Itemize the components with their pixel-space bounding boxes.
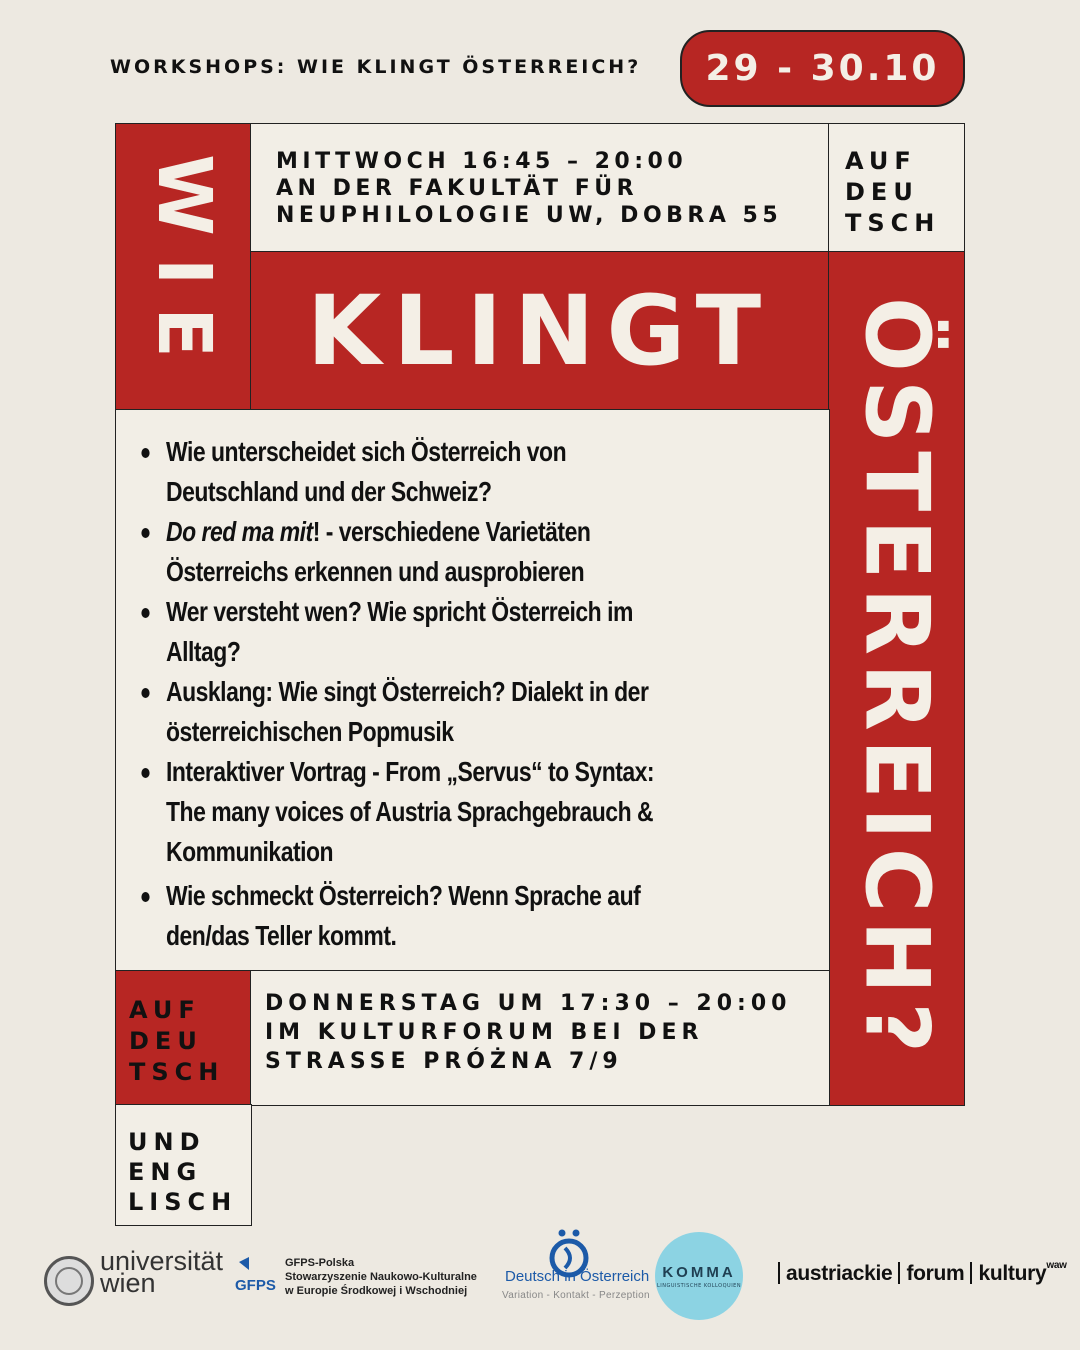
deutsch-in-oesterreich-logo: Deutsch in Österreich: [505, 1268, 650, 1285]
language-line: TSCH: [845, 209, 941, 237]
logo-divider: [898, 1262, 900, 1284]
list-item: Do red ma mit! - verschiedene Varietäten Österreichs erkennen und ausprobieren: [166, 512, 756, 592]
wednesday-time: MITTWOCH 16:45 – 20:00: [276, 149, 688, 174]
bullet-icon: [141, 448, 149, 458]
language-line: ENG: [128, 1158, 203, 1186]
austrian-cultural-forum-logo: austriackie forum kultury$^{waw}$: [772, 1260, 1067, 1286]
komma-logo-text: KOMMA: [662, 1263, 736, 1281]
thursday-location-line2: STRASSE PRÓŻNA 7/9: [265, 1049, 623, 1074]
thursday-time: DONNERSTAG UM 17:30 – 20:00: [265, 991, 792, 1016]
headline-oesterreich-panel: [828, 251, 965, 1106]
komma-logo: [655, 1232, 743, 1320]
bullet-icon: [141, 892, 149, 902]
language-line: AUF: [845, 147, 917, 175]
university-of-vienna-logo: universität wien: [100, 1246, 224, 1298]
gfps-mark-text: GFPS: [235, 1277, 276, 1294]
language-line: DEU: [845, 178, 919, 206]
language-line: LISCH: [128, 1188, 238, 1216]
headline-wie: WIE: [140, 154, 227, 380]
thursday-location-line1: IM KULTURFORUM BEI DER: [265, 1020, 704, 1045]
page-title: WORKSHOPS: WIE KLINGT ÖSTERREICH?: [110, 56, 642, 78]
bullet-icon: [141, 608, 149, 618]
headline-wie-panel: [115, 123, 252, 411]
headline-oesterreich: ÖSTERREICH?: [845, 296, 948, 1061]
language-line: AUF: [129, 996, 201, 1024]
bullet-icon: [141, 688, 149, 698]
university-seal-icon: [44, 1256, 94, 1306]
gfps-triangle: [239, 1257, 249, 1270]
wednesday-location-line1: AN DER FAKULTÄT FÜR: [276, 176, 639, 201]
wednesday-language-label: [828, 123, 965, 253]
list-item: Wie unterscheidet sich Österreich von Deutschland und der Schweiz?: [166, 432, 756, 512]
komma-logo-subtext: LINGUISTISCHE KOLLOQUIEN: [656, 1282, 742, 1289]
wednesday-session-info: [250, 123, 830, 253]
list-item: Ausklang: Wie singt Österreich? Dialekt in der österreichischen Popmusik: [166, 672, 756, 752]
language-line: DEU: [129, 1027, 203, 1055]
partner-logos: [40, 1228, 1067, 1328]
wednesday-location-line2: NEUPHILOLOGIE UW, DOBRA 55: [276, 203, 783, 228]
list-item: Wie schmeckt Österreich? Wenn Sprache auf den/das Teller kommt.: [166, 876, 756, 956]
bullet-icon: [141, 768, 149, 778]
gfps-logo-text: GFPS-Polska Stowarzyszenie Naukowo-Kulturalne w Europie Środkowej i Wschodniej: [285, 1257, 477, 1297]
topics-list: [166, 432, 809, 956]
list-item: Wer versteht wen? Wie spricht Österreich im Alltag?: [166, 592, 756, 672]
bullet-icon: [141, 528, 149, 538]
topics-panel: [115, 409, 830, 972]
list-item: Interaktiver Vortrag - From „Servus“ to Syntax: The many voices of Austria Sprachgebrauch & Kommunikation: [166, 752, 756, 872]
deutsch-in-oesterreich-tagline: Variation - Kontakt - Perzeption: [502, 1290, 650, 1301]
thursday-language-label: [115, 970, 252, 1106]
headline-klingt: KLINGT: [306, 275, 774, 387]
thursday-session-info: [250, 970, 830, 1106]
logo-divider: [970, 1262, 972, 1284]
language-line: UND: [128, 1128, 206, 1156]
date-badge: 29 - 30.10: [680, 30, 965, 107]
headline-klingt-panel: [250, 251, 830, 411]
thursday-extra-language-label: [115, 1104, 252, 1226]
logo-divider: [778, 1262, 780, 1284]
language-line: TSCH: [129, 1058, 225, 1086]
gfps-logo-icon: [235, 1256, 281, 1298]
dialect-phrase: Do red ma mit: [166, 516, 313, 547]
